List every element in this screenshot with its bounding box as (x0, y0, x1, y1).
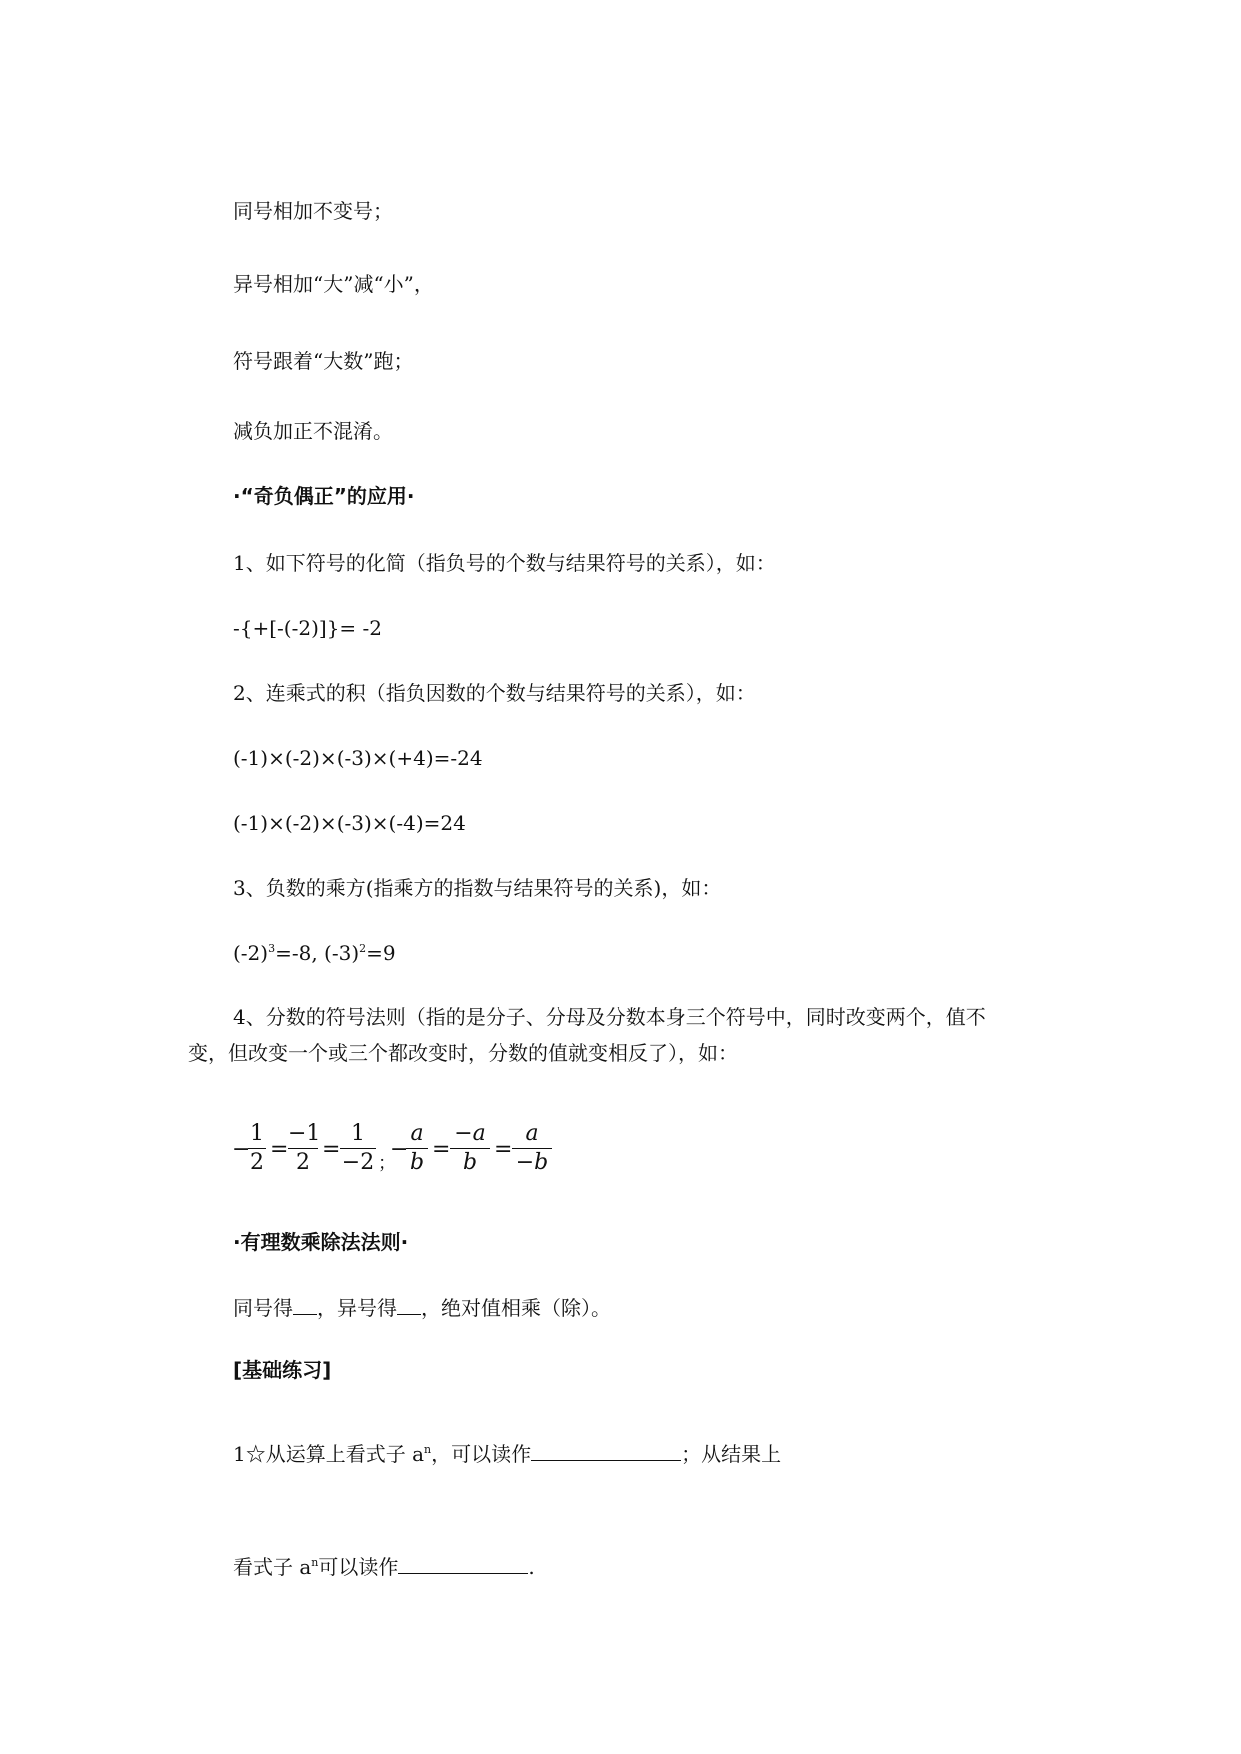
question-1-exponent-2: n (311, 1556, 319, 1569)
equals-sign-3: = (432, 1137, 451, 1162)
example-2: (-1)×(-2)×(-3)×(+4)=-24 (233, 746, 483, 770)
fraction-4-denominator: b (409, 1150, 425, 1175)
paragraph-4-line-2: 变，但改变一个或三个都改变时，分数的值就变相反了），如： (188, 1041, 738, 1065)
paragraph-3: 3、负数的乘方(指乘方的指数与结果符号的关系)，如： (233, 876, 722, 900)
fraction-6 (512, 1122, 552, 1175)
exponent-2: 2 (359, 942, 367, 955)
exponent-3: 3 (268, 942, 276, 955)
example-4-mid: =-8, (-3) (275, 941, 360, 965)
question-1-line-2 (233, 1553, 535, 1580)
paragraph-4-line-1: 4、分数的符号法则（指的是分子、分母及分数本身三个符号中，同时改变两个，值不 (233, 1005, 986, 1029)
fraction-6-numerator: a (525, 1121, 539, 1146)
rule-part-2: ，异号得 (317, 1296, 397, 1320)
question-1-text-1: 1☆从运算上看式子 a (233, 1442, 425, 1466)
fraction-2-denominator: 2 (296, 1150, 310, 1175)
fraction-3-denominator: −2 (341, 1150, 375, 1175)
equals-sign-1: = (270, 1137, 289, 1162)
paragraph-2: 2、连乘式的积（指负因数的个数与结果符号的关系），如： (233, 681, 756, 705)
section-heading-practice: [基础练习] (233, 1358, 332, 1382)
question-1-text-3: ；从结果上 (681, 1442, 782, 1466)
question-1-line-1 (233, 1440, 781, 1467)
fraction-2 (288, 1121, 321, 1175)
rule-line-1: 同号相加不变号； (233, 199, 393, 223)
fraction-3 (340, 1122, 376, 1175)
example-1: -{+[-(-2)]}= -2 (233, 616, 383, 640)
fraction-2-numerator: −1 (288, 1121, 321, 1146)
question-1-text-5: 可以读作 (318, 1555, 399, 1579)
example-4-end: =9 (366, 941, 396, 965)
question-1-answer-blank-2[interactable] (398, 1553, 528, 1574)
example-4-base-1: (-2) (233, 941, 269, 965)
example-4 (233, 940, 396, 966)
question-1-answer-blank-1[interactable] (531, 1440, 681, 1461)
rule-line-2: 异号相加“大”减“小”， (233, 272, 434, 296)
rule-part-3: ，绝对值相乘（除）。 (421, 1296, 611, 1320)
fraction-4 (406, 1122, 428, 1175)
fraction-1-denominator: 2 (250, 1150, 264, 1175)
rule-mult-div (233, 1294, 611, 1321)
question-1-text-4: 看式子 a (233, 1555, 312, 1579)
blank-same-sign (293, 1294, 317, 1315)
question-1-text-2: ，可以读作 (431, 1442, 532, 1466)
question-1-period: . (528, 1555, 535, 1579)
question-1-exponent: n (424, 1443, 432, 1456)
semicolon: ； (378, 1153, 396, 1174)
example-3: (-1)×(-2)×(-3)×(-4)=24 (233, 811, 466, 835)
fraction-5-numerator: −a (454, 1121, 486, 1146)
fraction-5-denominator: b (462, 1150, 478, 1175)
fraction-1 (248, 1122, 266, 1175)
fraction-4-numerator: a (410, 1121, 424, 1146)
minus-sign-2: − (390, 1137, 409, 1162)
minus-sign: − (232, 1137, 251, 1162)
equals-sign-2: = (322, 1137, 341, 1162)
blank-diff-sign (397, 1294, 421, 1315)
fraction-6-denominator: −b (515, 1150, 549, 1175)
fraction-5 (450, 1122, 490, 1175)
rule-line-4: 减负加正不混淆。 (233, 419, 393, 443)
paragraph-1: 1、如下符号的化简（指负号的个数与结果符号的关系），如： (233, 551, 776, 575)
equals-sign-4: = (494, 1137, 513, 1162)
section-heading-mult-div: ·有理数乘除法法则· (233, 1230, 409, 1254)
section-heading-odd-even: ·“奇负偶正”的应用· (233, 484, 415, 508)
fraction-1-numerator: 1 (250, 1121, 264, 1146)
fraction-3-numerator: 1 (351, 1121, 365, 1146)
rule-line-3: 符号跟着“大数”跑； (233, 349, 414, 373)
rule-part-1: 同号得 (233, 1296, 293, 1320)
fraction-formula (232, 1122, 592, 1182)
